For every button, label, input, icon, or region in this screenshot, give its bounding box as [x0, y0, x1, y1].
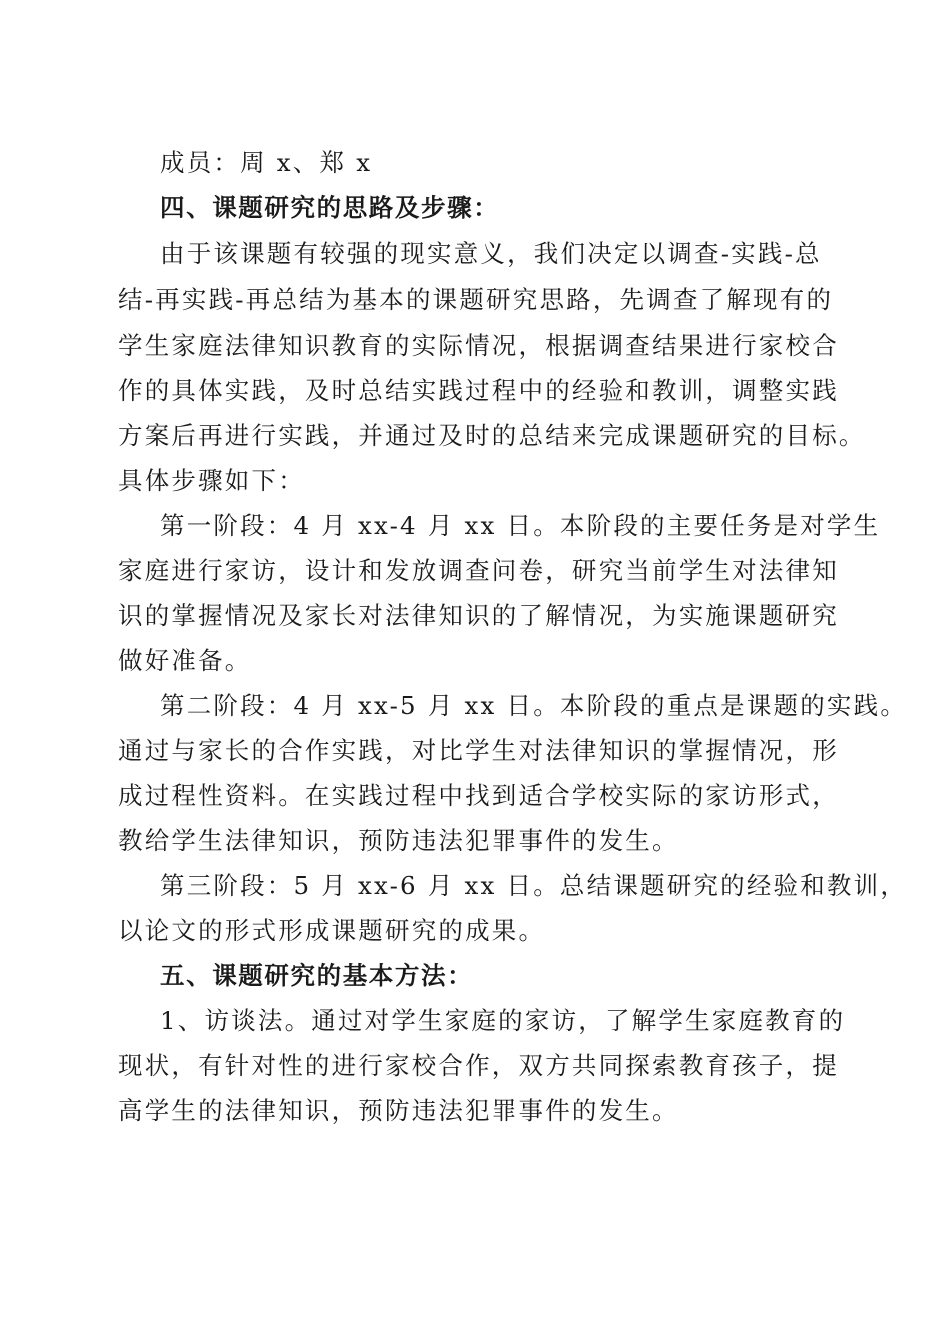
stage-1-line: 做好准备。 [118, 646, 252, 675]
members-line: 成员：周 x、郑 x [160, 148, 373, 177]
stage-1-line: 第一阶段：4 月 xx-4 月 xx 日。本阶段的主要任务是对学生 [160, 511, 881, 540]
stage-2-line: 第二阶段：4 月 xx-5 月 xx 日。本阶段的重点是课题的实践。 [160, 691, 908, 720]
section-4-intro-line: 由于该课题有较强的现实意义，我们决定以调查-实践-总 [160, 239, 822, 268]
stage-2-line: 通过与家长的合作实践，对比学生对法律知识的掌握情况，形 [118, 736, 839, 765]
stage-3-line: 以论文的形式形成课题研究的成果。 [118, 916, 546, 945]
method-1-line: 1、访谈法。通过对学生家庭的家访，了解学生家庭教育的 [160, 1006, 846, 1035]
section-4-heading: 四、课题研究的思路及步骤： [160, 193, 500, 222]
section-5-heading: 五、课题研究的基本方法： [160, 961, 474, 990]
stage-1-line: 家庭进行家访，设计和发放调查问卷，研究当前学生对法律知 [118, 556, 839, 585]
section-4-intro-line: 作的具体实践，及时总结实践过程中的经验和教训，调整实践 [118, 376, 839, 405]
stage-1-line: 识的掌握情况及家长对法律知识的了解情况，为实施课题研究 [118, 601, 839, 630]
section-4-intro-line: 学生家庭法律知识教育的实际情况，根据调查结果进行家校合 [118, 331, 839, 360]
section-4-intro-line: 具体步骤如下： [118, 466, 305, 495]
stage-2-line: 教给学生法律知识，预防违法犯罪事件的发生。 [118, 826, 679, 855]
section-4-intro-line: 结-再实践-再总结为基本的课题研究思路，先调查了解现有的 [118, 285, 834, 314]
method-1-line: 现状，有针对性的进行家校合作，双方共同探索教育孩子，提 [118, 1051, 839, 1080]
section-4-intro-line: 方案后再进行实践，并通过及时的总结来完成课题研究的目标。 [118, 421, 866, 450]
stage-2-line: 成过程性资料。在实践过程中找到适合学校实际的家访形式， [118, 781, 839, 810]
stage-3-line: 第三阶段：5 月 xx-6 月 xx 日。总结课题研究的经验和教训， [160, 871, 908, 900]
method-1-line: 高学生的法律知识，预防违法犯罪事件的发生。 [118, 1096, 679, 1125]
